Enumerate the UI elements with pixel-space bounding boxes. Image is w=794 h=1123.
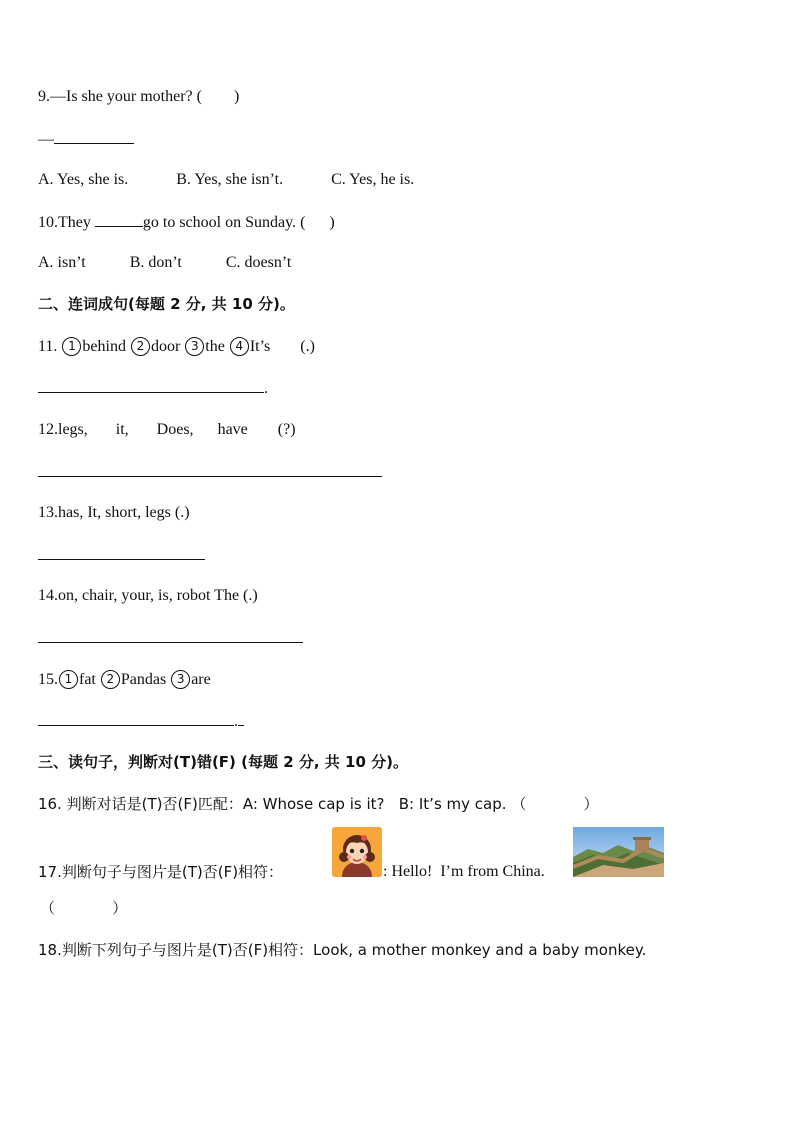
question-11-answer: .	[38, 378, 268, 399]
girl-cartoon-icon	[332, 827, 382, 877]
question-15: 15. 1 fat 2 Pandas 3 are	[38, 671, 211, 688]
question-15-answer: .	[38, 711, 244, 732]
answer-blank[interactable]	[38, 462, 382, 477]
question-17-paren: （ ）	[40, 899, 128, 917]
question-12-answer	[38, 462, 382, 483]
section-2-title: 二、连词成句(每题 2 分, 共 10 分)。	[38, 295, 295, 313]
question-11: 11. 1 behind 2 door 3 the 4 It’s (.)	[38, 338, 315, 355]
section-3-title: 三、读句子，判断对(T)错(F) (每题 2 分, 共 10 分)。	[38, 753, 408, 771]
question-16: 16. 判断对话是(T)否(F)匹配：A: Whose cap is it? B: It’s my cap. （ ）	[38, 795, 599, 813]
question-17: 17.判断句子与图片是(T)否(F)相符：	[38, 863, 284, 881]
question-18: 18.判断下列句子与图片是(T)否(F)相符：Look, a mother monkey and a baby monkey.	[38, 941, 647, 959]
great-wall-photo	[573, 827, 664, 877]
question-14: 14.on, chair, your, is, robot The (.)	[38, 587, 258, 604]
question-14-answer	[38, 628, 303, 649]
question-13-answer	[38, 545, 205, 566]
answer-blank[interactable]	[38, 378, 264, 393]
question-17-sentence: : Hello! I’m from China.	[383, 863, 545, 880]
question-9: 9.—Is she your mother? ( )	[38, 88, 240, 105]
answer-blank[interactable]	[54, 129, 134, 144]
question-9-answer: —	[38, 129, 134, 150]
question-10: 10.They go to school on Sunday. ( )	[38, 214, 335, 231]
question-9-options: A. Yes, she is. B. Yes, she isn’t. C. Yes, he is.	[38, 171, 415, 188]
answer-blank[interactable]	[38, 628, 303, 643]
answer-blank[interactable]	[38, 711, 234, 726]
question-10-options: A. isn’t B. don’t C. doesn’t	[38, 254, 292, 271]
answer-blank[interactable]	[95, 212, 143, 227]
answer-blank[interactable]	[38, 545, 205, 560]
question-13: 13.has, It, short, legs (.)	[38, 504, 190, 521]
question-12: 12.legs, it, Does, have (?)	[38, 421, 296, 438]
